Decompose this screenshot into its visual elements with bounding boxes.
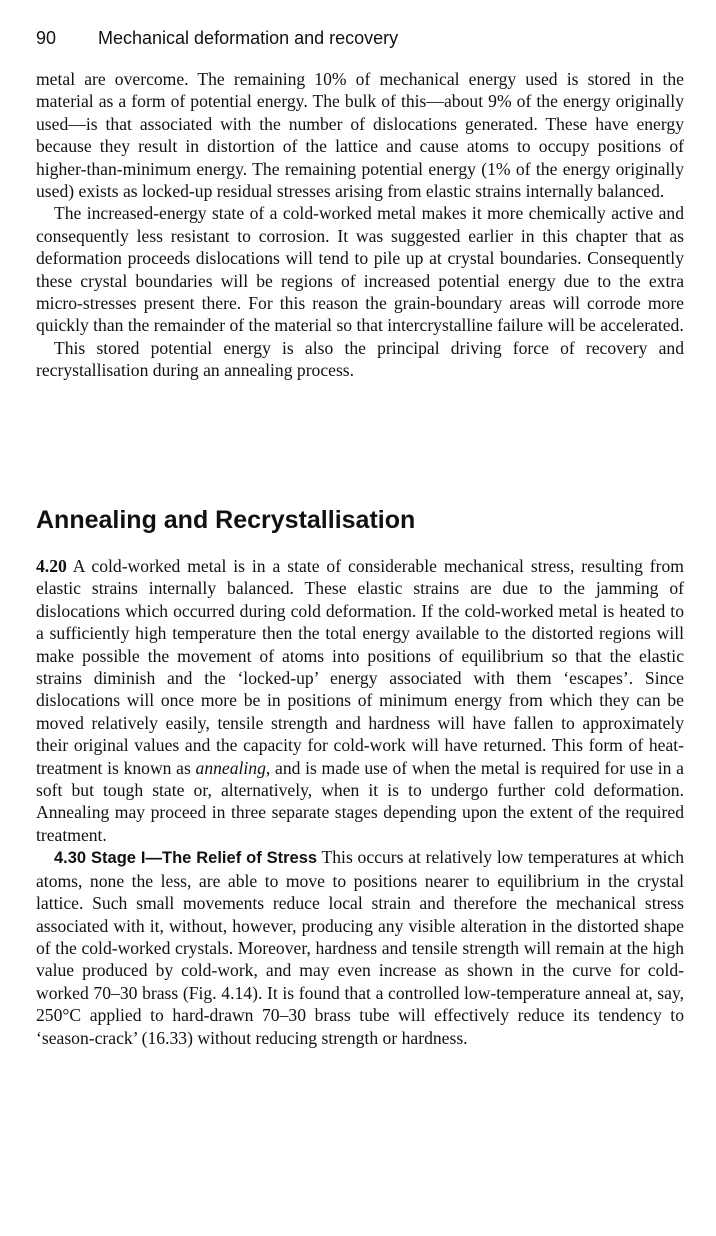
paragraph-stored-energy: metal are overcome. The remaining 10% of mechanical energy used is stored in the material as a form of potential energy. The bulk of this—about 9% of the energy originally used—is that associated with the number of dislocations generated. These have energy because they result in distortion of the lattice and cause atoms to occupy positions of higher-than-minimum energy. The remaining potential energy (1% of the energy originally used) exists as locked-up residual stresses arising from elastic strains internally balanced. — [36, 69, 684, 202]
text-block-intro — [36, 68, 684, 382]
text-block-annealing — [36, 555, 684, 1049]
page-number: 90 — [36, 28, 57, 48]
paragraph-corrosion: The increased-energy state of a cold-worked metal makes it more chemically active and consequently less resistant to corrosion. It was suggested earlier in this chapter that as deformation proceeds dislocations will tend to pile up at crystal boundaries. Consequently these crystal boundaries will be regions of increased potential energy due to the extra micro-stresses present there. For this reason the grain-boundary areas will corrode more quickly than the remainder of the material so that intercrystalline failure will be accelerated. — [36, 203, 684, 336]
paragraph-4-20-text-a: A cold-worked metal is in a state of considerable mechanical stress, resulting from elastic strains internally balanced. These elastic strains are due to the jamming of dislocations which occurred during cold deformation. If the cold-worked metal is heated to a sufficiently high temperature then the total energy available to the distorted regions will make possible the movement of atoms into positions of equilibrium so that the elastic strains diminish and the ‘locked-up’ energy associated with them ‘escapes’. Since dislocations will once more be in positions of minimum energy from which they can be moved relatively easily, tensile strength and hardness will have fallen to approximately their original values and the capacity for cold-work will have returned. This form of heat-treatment is known as — [36, 556, 684, 778]
running-header — [36, 28, 398, 49]
paragraph-4-30 — [36, 846, 684, 1049]
paragraph-number-4-20: 4.20 — [36, 556, 67, 576]
paragraph-driving-force: This stored potential energy is also the principal driving force of recovery and recrystallisation during an annealing process. — [36, 337, 684, 381]
section-heading: Annealing and Recrystallisation — [36, 506, 416, 534]
paragraph-4-30-text: This occurs at relatively low temperatures at which atoms, none the less, are able to move to positions nearer to equilibrium in the crystal lattice. Such small movements reduce local strain and therefore the mechanical stress associated with it, without, however, producing any visible alteration in the distorted shape of the cold-worked crystals. Moreover, hardness and tensile strength will remain at the high value produced by cold-work, and may even increase as shown in the curve for cold-worked 70–30 brass (Fig. 4.14). It is found that a controlled low-temperature anneal at, say, 250°C applied to hard-drawn 70–30 brass tube will effectively reduce its tendency to ‘season-crack’ (16.33) without reducing strength or hardness. — [36, 847, 684, 1048]
paragraph-4-20 — [36, 555, 684, 846]
running-title: Mechanical deformation and recovery — [98, 28, 399, 48]
subsection-heading-4-30: 4.30 Stage I—The Relief of Stress — [54, 849, 318, 868]
paragraph-4-20-text-b: , and is made use of when the metal is required for use in a soft but tough state or, alternatively, when it is to undergo further cold deformation. Annealing may proceed in three separate stages depending upon the extent of the required treatment. — [36, 757, 684, 845]
term-annealing: annealing — [195, 757, 266, 778]
